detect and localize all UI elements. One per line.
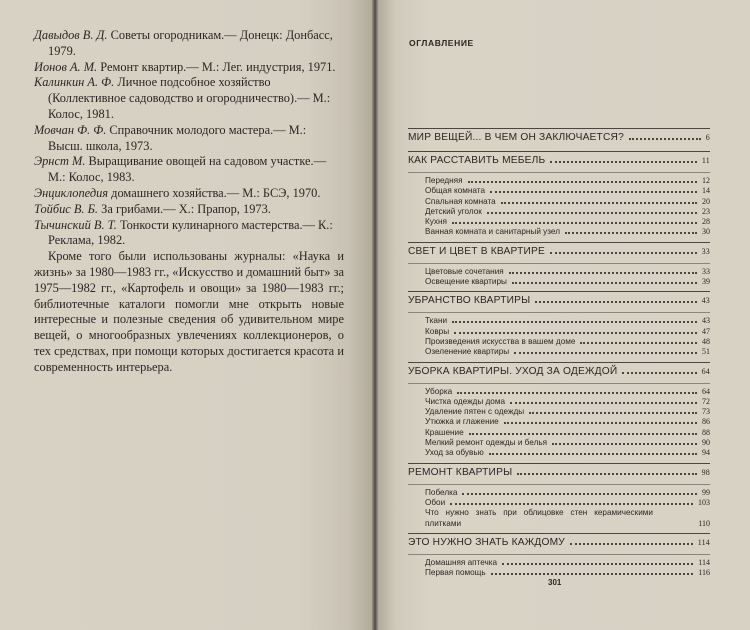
toc-subsection-page: 103	[698, 497, 710, 507]
dot-leader	[452, 321, 697, 323]
bibliography-author: Тычинский В. Т.	[34, 217, 117, 232]
toc-subsection-page: 90	[702, 438, 710, 448]
toc-section	[408, 291, 710, 361]
toc-section-heading	[408, 463, 710, 484]
toc-subsection	[425, 568, 710, 578]
dot-leader	[454, 332, 697, 334]
toc-subsection-title: Домашняя аптечка	[425, 557, 498, 567]
toc-subsection	[425, 227, 710, 237]
toc-subsection-page: 99	[702, 487, 710, 497]
bibliography-entry	[34, 202, 344, 218]
dot-leader	[629, 138, 701, 140]
toc-subsection-title: Озеленение квартиры	[425, 347, 510, 357]
bibliography-entry	[34, 75, 344, 122]
dot-leader	[491, 573, 694, 575]
bibliography-author: Давыдов В. Д.	[34, 28, 108, 42]
toc-subsection-page: 94	[702, 448, 710, 458]
toc-subsection-page: 12	[702, 176, 710, 185]
bibliography-details: Тонкости кулинарного мастерства.— К.: Реклама, 1982.	[48, 217, 333, 248]
bibliography-entry	[34, 154, 344, 186]
dot-leader	[552, 443, 697, 445]
toc-subsection-page: 86	[702, 417, 710, 427]
toc-subsection-list	[408, 484, 710, 533]
toc-section	[408, 128, 710, 151]
bibliography-entry	[34, 186, 344, 202]
dot-leader	[452, 222, 697, 224]
toc-section-title: РЕМОНТ КВАРТИРЫ	[408, 466, 513, 478]
toc-subsection-title: Уборка	[425, 386, 453, 396]
toc-section	[408, 151, 710, 242]
toc-section-page: 33	[701, 246, 710, 256]
bibliography-details: Личное подсобное хозяйство (Коллективное садоводство и огородничество).— М.: Колос, 1981.	[48, 75, 331, 121]
dot-leader	[535, 301, 696, 303]
bibliography-list	[34, 28, 344, 249]
toc-subsection-list	[408, 172, 710, 242]
toc-subsection	[425, 316, 710, 326]
toc-section-title: СВЕТ И ЦВЕТ В КВАРТИРЕ	[408, 245, 546, 257]
toc-subsection	[425, 438, 710, 448]
dot-leader	[517, 473, 696, 475]
toc-subsection-title: Утюжка и глажение	[425, 417, 499, 427]
dot-leader	[462, 493, 697, 495]
toc-subsection	[425, 488, 710, 498]
toc-subsection-title: Детский уголок	[425, 206, 482, 216]
toc-subsection-title: Кухня	[425, 217, 447, 227]
toc-subsection	[425, 508, 710, 529]
toc-subsection-page: 14	[702, 186, 710, 196]
toc-section-page: 11	[701, 156, 710, 165]
bibliography-details: домашнего хозяйства.— М.: БСЭ, 1970.	[111, 185, 321, 200]
left-page	[0, 0, 374, 630]
contents-title: ОГЛАВЛЕНИЕ	[409, 38, 474, 48]
toc-section-heading	[408, 362, 710, 383]
toc-subsection-title: Общая комната	[425, 186, 486, 196]
toc-subsection	[425, 207, 710, 217]
dot-leader	[504, 422, 697, 424]
toc-subsection-title: Что нужно знать при облицовке стен керамическими плитками	[425, 508, 653, 528]
toc-section-title: ЭТО НУЖНО ЗНАТЬ КАЖДОМУ	[408, 536, 565, 548]
toc-subsection-title: Спальная комната	[425, 196, 496, 206]
toc-subsection-page: 114	[698, 557, 710, 567]
dot-leader	[510, 402, 697, 404]
dot-leader	[509, 272, 697, 274]
toc-subsection-title: Ванная комната и санитарный узел	[425, 227, 560, 237]
dot-leader	[570, 543, 693, 545]
toc-subsection-page: 20	[702, 196, 710, 206]
dot-leader	[490, 191, 697, 193]
bibliography-author: Тойбис В. Б.	[34, 201, 99, 216]
toc-section-heading	[408, 291, 710, 312]
toc-section-title: УБРАНСТВО КВАРТИРЫ	[408, 295, 531, 307]
bibliography-author: Ионов А. М.	[34, 59, 98, 74]
toc-section-title: МИР ВЕЩЕЙ... В ЧЕМ ОН ЗАКЛЮЧАЕТСЯ?	[408, 132, 624, 143]
toc-subsection-title: Обои	[425, 497, 446, 507]
toc-section-heading	[408, 151, 710, 172]
dot-leader	[469, 433, 697, 435]
dot-leader	[580, 342, 697, 344]
toc-subsection	[425, 397, 710, 407]
toc-subsection	[425, 347, 710, 357]
toc-subsection-title: Ковры	[425, 326, 450, 336]
bibliography-details: Советы огородникам.— Донецк: Донбасс, 1979.	[48, 28, 333, 58]
toc-section-page: 43	[701, 296, 710, 306]
toc-subsection-title: Цветовые сочетания	[425, 266, 504, 276]
bibliography-entry	[34, 123, 344, 155]
toc-section-heading	[408, 242, 710, 263]
dot-leader	[514, 352, 697, 354]
toc-subsection-title: Произведения искусства в вашем доме	[425, 336, 576, 346]
toc-subsection-page: 110	[698, 518, 710, 528]
toc-subsection-page: 116	[698, 568, 710, 578]
toc-subsection-page: 64	[702, 386, 710, 396]
toc-subsection	[425, 558, 710, 568]
toc-section-page: 6	[705, 133, 710, 142]
bibliography-closing-paragraph: Кроме того были использованы журналы: «Наука и жизнь» за 1980—1983 гг., «Искусство и домашний быт» за 1975—1982 гг., «Картофель и овощи» за 1980—1983 гг.; библиотечные каталоги помогли мне открыть новые интересные и полезные сведения об удивительном мире вещей, о многообразных увлечениях коллекционеров, о тех средствах, при помощи которых достигается красота и современность интерьера.	[34, 249, 344, 374]
toc-section	[408, 362, 710, 463]
toc-section-page: 98	[701, 467, 710, 477]
toc-subsection-page: 39	[702, 277, 710, 287]
toc-subsection-title: Первая помощь	[425, 568, 486, 578]
dot-leader	[450, 503, 693, 505]
toc-subsection-page: 48	[702, 336, 710, 346]
dot-leader	[550, 161, 696, 163]
toc-section-page: 64	[701, 366, 710, 376]
toc-subsection-page: 72	[702, 396, 710, 406]
dot-leader	[489, 453, 697, 455]
toc-section	[408, 242, 710, 292]
toc-section-title: КАК РАССТАВИТЬ МЕБЕЛЬ	[408, 155, 546, 166]
dot-leader	[501, 202, 697, 204]
toc-subsection	[425, 327, 710, 337]
toc-section-title: УБОРКА КВАРТИРЫ. УХОД ЗА ОДЕЖДОЙ	[408, 365, 618, 377]
dot-leader	[457, 392, 697, 394]
dot-leader	[468, 181, 697, 183]
dot-leader	[529, 412, 697, 414]
dot-leader	[622, 372, 696, 374]
toc-subsection-title: Чистка одежды дома	[425, 396, 506, 406]
toc-subsection-page: 33	[702, 266, 710, 276]
bibliography-author: Энциклопедия	[34, 185, 109, 200]
toc-subsection-page: 43	[702, 316, 710, 326]
toc-subsection-page: 28	[702, 217, 710, 227]
toc-subsection-page: 73	[702, 407, 710, 417]
toc-subsection-page: 88	[702, 427, 710, 437]
toc-subsection-title: Побелка	[425, 487, 458, 497]
dot-leader	[565, 232, 697, 234]
toc-subsection	[425, 277, 710, 287]
bibliography-author: Эрнст М.	[34, 154, 86, 169]
toc-subsection	[425, 428, 710, 438]
toc-subsection	[425, 267, 710, 277]
toc-subsection	[425, 498, 710, 508]
bibliography-details: За грибами.— Х.: Прапор, 1973.	[101, 201, 271, 216]
dot-leader	[487, 212, 697, 214]
toc-section-heading	[408, 533, 710, 554]
bibliography	[34, 28, 344, 376]
toc-subsection	[425, 217, 710, 227]
toc-section	[408, 463, 710, 533]
toc-subsection-title: Удаление пятен с одежды	[425, 407, 525, 417]
toc-subsection-title: Освещение квартиры	[425, 277, 507, 287]
toc-subsection-title: Мелкий ремонт одежды и белья	[425, 438, 548, 448]
toc-section-page: 114	[697, 537, 710, 547]
toc-subsection-title: Передняя	[425, 176, 463, 185]
toc-subsection-page: 30	[702, 227, 710, 237]
toc-subsection	[425, 417, 710, 427]
bibliography-details: Справочник молодого мастера.— М.: Высш. школа, 1973.	[48, 122, 307, 153]
toc-subsection-title: Уход за обувью	[425, 448, 484, 458]
toc-subsection-page: 47	[702, 326, 710, 336]
toc-subsection	[425, 197, 710, 207]
dot-leader	[502, 563, 693, 565]
page-number: 301	[548, 578, 562, 587]
toc-subsection-title: Ткани	[425, 316, 448, 326]
dot-leader	[512, 282, 697, 284]
toc-section-heading	[408, 128, 710, 149]
book-gutter	[372, 0, 378, 630]
bibliography-author: Калинкин А. Ф.	[34, 75, 115, 90]
toc-subsection-title: Крашение	[425, 427, 464, 437]
toc-subsection-list	[408, 383, 710, 463]
bibliography-entry	[34, 60, 344, 76]
toc-subsection	[425, 176, 710, 186]
toc-subsection-page: 23	[702, 206, 710, 216]
bibliography-entry	[34, 218, 344, 250]
bibliography-details: Выращивание овощей на садовом участке.— М.: Колос, 1983.	[48, 154, 327, 185]
toc-subsection-list	[408, 263, 710, 292]
table-of-contents	[408, 128, 710, 582]
toc-subsection	[425, 387, 710, 397]
toc-section	[408, 533, 710, 583]
toc-subsection	[425, 186, 710, 196]
bibliography-details: Ремонт квартир.— М.: Лег. индустрия, 1971.	[100, 59, 336, 74]
toc-subsection	[425, 407, 710, 417]
toc-subsection-page: 51	[702, 347, 710, 357]
toc-subsection	[425, 337, 710, 347]
bibliography-author: Мовчан Ф. Ф.	[34, 122, 107, 137]
toc-subsection	[425, 448, 710, 458]
toc-subsection-list	[408, 312, 710, 361]
bibliography-entry	[34, 28, 344, 60]
dot-leader	[550, 252, 697, 254]
